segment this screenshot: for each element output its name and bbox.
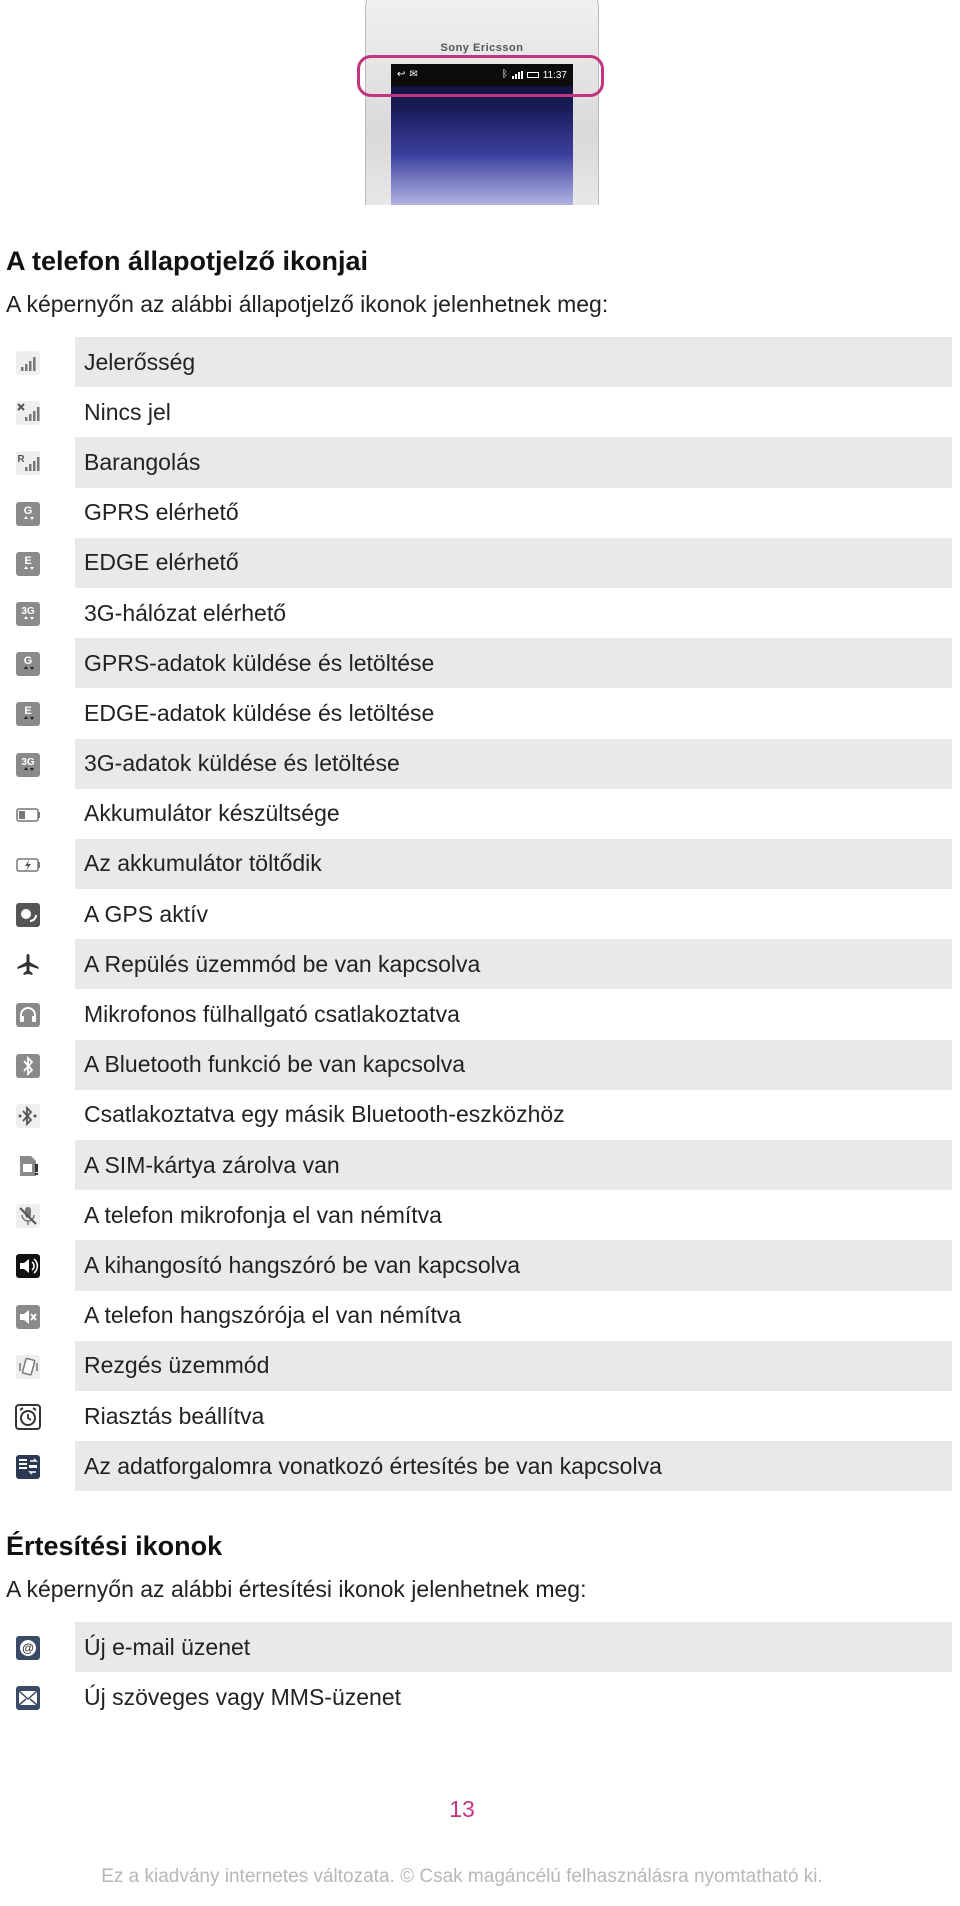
list-item-label: A kihangosító hangszóró be van kapcsolva (75, 1240, 952, 1290)
phone-brand: Sony Ericsson (440, 42, 524, 54)
gprs-data-transfer-icon (14, 650, 42, 678)
microphone-muted-icon (14, 1202, 42, 1230)
list-item (0, 1190, 960, 1240)
svg-text:E: E (24, 554, 32, 567)
list-item-label: A GPS aktív (84, 900, 208, 927)
status-icons-intro: A képernyőn az alábbi állapotjelző ikonok jelenhetnek meg: (6, 291, 609, 317)
list-item-label: A telefon mikrofonja el van némítva (84, 1201, 442, 1228)
list-item-label: 3G-hálózat elérhető (84, 599, 287, 626)
list-item-label: Jelerősség (75, 337, 952, 387)
list-item-label: EDGE elérhető (75, 538, 952, 588)
vibrate-icon (14, 1353, 42, 1381)
bluetooth-icon (14, 1052, 42, 1080)
gprs-icon (14, 500, 42, 528)
3g-icon (14, 600, 42, 628)
list-item-label: Nincs jel (84, 398, 171, 425)
notification-icons-table (0, 1622, 960, 1722)
svg-text:G: G (23, 504, 33, 517)
status-icons-table (0, 337, 960, 1491)
bluetooth-connected-icon (14, 1102, 42, 1130)
list-item-label: Mikrofonos fülhallgató csatlakoztatva (84, 1001, 460, 1028)
speaker-muted-icon (14, 1303, 42, 1331)
edge-icon (14, 550, 42, 578)
list-item-label: A Bluetooth funkció be van kapcsolva (75, 1040, 952, 1090)
edge-data-transfer-icon (14, 700, 42, 728)
no-signal-icon (14, 399, 42, 427)
speakerphone-icon (14, 1252, 42, 1280)
list-item (0, 437, 960, 487)
phone-illustration (365, 0, 599, 205)
list-item (0, 538, 960, 588)
notification-icons-intro: A képernyőn az alábbi értesítési ikonok jelenhetnek meg: (6, 1576, 587, 1602)
list-item (0, 989, 960, 1039)
list-item-label: A SIM-kártya zárolva van (75, 1140, 952, 1190)
list-item (0, 688, 960, 738)
list-item (0, 387, 960, 437)
list-item (0, 1140, 960, 1190)
list-item (0, 839, 960, 889)
sms-mms-icon (14, 1684, 42, 1712)
battery-level-icon (14, 801, 42, 829)
notification-icons-heading: Értesítési ikonok (6, 1531, 223, 1561)
list-item-label: 3G-adatok küldése és letöltése (75, 739, 952, 789)
list-item-label: Rezgés üzemmód (75, 1341, 952, 1391)
3g-data-transfer-icon (14, 751, 42, 779)
list-item-label: GPRS elérhető (84, 499, 239, 526)
message-icon: ✉ (409, 69, 418, 80)
list-item (0, 337, 960, 387)
list-item-label: Új e-mail üzenet (75, 1622, 952, 1672)
list-item-label: A Repülés üzemmód be van kapcsolva (75, 939, 952, 989)
list-item-label: Új szöveges vagy MMS-üzenet (84, 1683, 402, 1710)
list-item (0, 889, 960, 939)
list-item-label: Riasztás beállítva (84, 1402, 265, 1429)
status-bar-highlight (357, 55, 604, 97)
list-item (0, 1240, 960, 1290)
list-item (0, 1341, 960, 1391)
list-item (0, 1040, 960, 1090)
list-item (0, 588, 960, 638)
list-item-label: GPRS-adatok küldése és letöltése (75, 638, 952, 688)
headset-icon (14, 1001, 42, 1029)
list-item-label: Csatlakoztatva egy másik Bluetooth-eszközhöz (84, 1101, 565, 1128)
svg-text:3G: 3G (21, 605, 35, 617)
svg-text:@: @ (22, 1641, 34, 1655)
status-time: 11:37 (542, 69, 567, 81)
list-item (0, 1090, 960, 1140)
list-item-label: A telefon hangszórója el van némítva (84, 1302, 462, 1329)
list-item-label: Az adatforgalomra vonatkozó értesítés be van kapcsolva (75, 1441, 952, 1491)
list-item (0, 1672, 960, 1722)
svg-text:R: R (17, 454, 25, 466)
list-item (0, 789, 960, 839)
battery-charging-icon (14, 851, 42, 879)
airplane-icon (14, 951, 42, 979)
roaming-icon (14, 449, 42, 477)
data-traffic-notification-icon (14, 1453, 42, 1481)
svg-text:3G: 3G (21, 756, 35, 768)
bluetooth-status-icon: ᛒ (501, 69, 508, 80)
list-item-label: Barangolás (75, 437, 952, 487)
list-item (0, 939, 960, 989)
list-item-label: Akkumulátor készültsége (84, 800, 340, 827)
list-item (0, 1441, 960, 1491)
gps-icon (14, 901, 42, 929)
svg-text:E: E (24, 705, 32, 718)
signal-strength-icon (14, 349, 42, 377)
list-item (0, 739, 960, 789)
list-item (0, 1391, 960, 1441)
sim-locked-icon (14, 1152, 42, 1180)
alarm-icon (14, 1403, 42, 1431)
list-item-label: EDGE-adatok küldése és letöltése (84, 699, 435, 726)
status-icons-heading: A telefon állapotjelző ikonjai (6, 246, 369, 276)
svg-text:G: G (23, 655, 33, 668)
list-item (0, 638, 960, 688)
list-item (0, 1291, 960, 1341)
missed-call-icon: ↩ (397, 69, 406, 80)
email-icon (14, 1634, 42, 1662)
list-item-label: Az akkumulátor töltődik (75, 839, 952, 889)
footer-note: Ez a kiadvány internetes változata. © Csak magáncélú felhasználásra nyomtatható ki. (101, 1866, 823, 1887)
list-item (0, 1622, 960, 1672)
page-number: 13 (449, 1796, 475, 1822)
list-item (0, 488, 960, 538)
